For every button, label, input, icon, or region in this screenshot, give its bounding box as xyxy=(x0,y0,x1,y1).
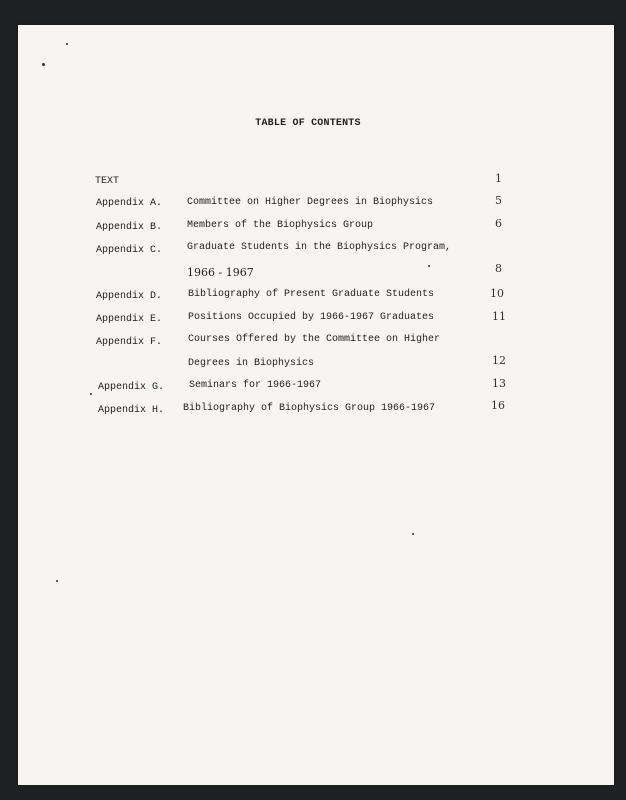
document-page xyxy=(18,25,614,785)
toc-label-appendix-g: Appendix G. xyxy=(98,382,165,393)
toc-page-number: 8 xyxy=(495,262,502,275)
toc-label-appendix-e: Appendix E. xyxy=(96,314,163,325)
toc-page-number: 6 xyxy=(495,217,502,230)
toc-label-appendix-f: Appendix F. xyxy=(96,337,163,348)
toc-page-number: 10 xyxy=(490,287,504,300)
page-title: TABLE OF CONTENTS xyxy=(255,118,361,129)
toc-title-appendix-d: Bibliography of Present Graduate Students xyxy=(188,289,435,300)
toc-title-appendix-g: Seminars for 1966-1967 xyxy=(189,380,322,391)
toc-page-number: 5 xyxy=(495,194,502,207)
toc-page-number: 12 xyxy=(492,354,506,367)
paper-speck xyxy=(428,265,430,267)
toc-label-text: TEXT xyxy=(95,176,120,187)
toc-page-number: 16 xyxy=(491,399,505,412)
toc-label-appendix-d: Appendix D. xyxy=(96,291,163,302)
toc-title-appendix-a: Committee on Higher Degrees in Biophysics xyxy=(187,197,434,208)
toc-page-number: 1 xyxy=(495,172,502,185)
toc-label-appendix-h: Appendix H. xyxy=(98,405,165,416)
toc-title-appendix-f-continued: Degrees in Biophysics xyxy=(188,358,315,369)
paper-speck xyxy=(66,43,68,45)
paper-speck xyxy=(56,580,58,582)
paper-speck xyxy=(412,533,414,535)
toc-title-appendix-f: Courses Offered by the Committee on Higher xyxy=(188,334,441,345)
toc-title-appendix-c-continued: 1966 - 1967 xyxy=(187,266,254,279)
toc-label-appendix-b: Appendix B. xyxy=(96,222,163,233)
toc-title-appendix-h: Bibliography of Biophysics Group 1966-1967 xyxy=(183,403,436,414)
toc-title-appendix-c: Graduate Students in the Biophysics Program, xyxy=(187,242,452,253)
paper-speck xyxy=(90,393,92,395)
toc-page-number: 11 xyxy=(492,310,506,323)
toc-title-appendix-e: Positions Occupied by 1966-1967 Graduates xyxy=(188,312,435,323)
toc-page-number: 13 xyxy=(492,377,506,390)
toc-label-appendix-a: Appendix A. xyxy=(96,198,163,209)
toc-title-appendix-b: Members of the Biophysics Group xyxy=(187,220,374,231)
paper-speck xyxy=(42,63,45,66)
toc-label-appendix-c: Appendix C. xyxy=(96,245,163,256)
